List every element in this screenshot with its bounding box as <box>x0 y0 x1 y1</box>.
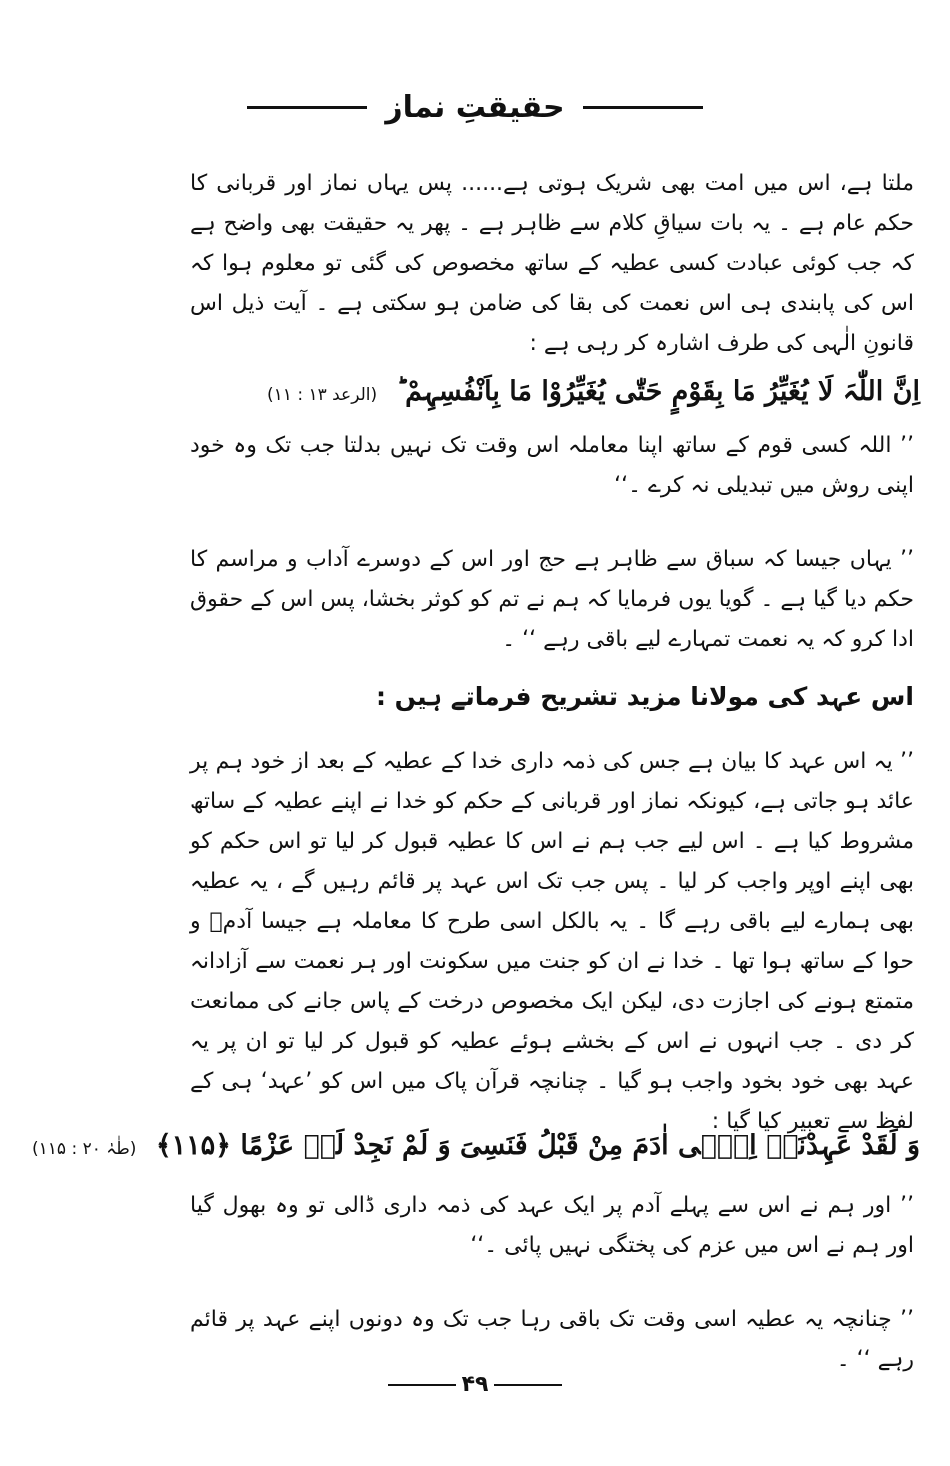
verse-reference: (طٰہٰ ۲۰ : ۱۱۵) <box>32 1139 137 1159</box>
verse-translation: ’’ اللہ کسی قوم کے ساتھ اپنا معاملہ اس وقت تک نہیں بدلتا جب تک وہ خود اپنی روش میں تبدیلی نہ کرے ۔‘‘ <box>190 433 914 498</box>
footer-rule-right <box>494 1384 562 1386</box>
header-rule-right <box>583 106 703 109</box>
verse-arabic-text: اِنَّ اللّٰہَ لَا یُغَیِّرُ مَا بِقَوْمٍ حَتّٰی یُغَیِّرُوْا مَا بِاَنْفُسِہِمْ ؕ <box>396 376 920 407</box>
quran-verse-ar-rad <box>170 370 920 417</box>
covenant-quote: ’’ یہ اس عہد کا بیان ہے جس کی ذمہ داری خدا کے عطیہ کے بعد از خود ہم پر عائد ہو جاتی ہے، کیونکہ نماز اور قربانی کے حکم کو خدا نے اپنے عطیہ کے ساتھ مشروط کیا ہے ۔ اس لیے جب ہم نے اس کا عطیہ قبول کر لیا تو اس حکم کو بھی اپنے اوپر واجب کر لیا ۔ پس جب تک اس عہد پر قائم رہیں گے ، یہ عطیہ بھی ہمارے لیے باقی رہے گا ۔ یہ بالکل اسی طرح کا معاملہ ہے جیسا آدمؑ و حوا کے ساتھ ہوا تھا ۔ خدا نے ان کو جنت میں سکونت اور ہر نعمت سے آزادانہ متمتع ہونے کی اجازت دی، لیکن ایک مخصوص درخت کے پاس جانے کی ممانعت کر دی ۔ جب انہوں نے اس کے بخشے ہوئے عطیہ کو قبول کر لیا تو ان پر یہ عہد بھی خود بخود واجب ہو گیا ۔ چنانچہ قرآن پاک میں اس کو ’عہد‘ ہی کے لفظ سے تعبیر کیا گیا : <box>190 749 914 1134</box>
verse-reference: (الرعد ۱۳ : ۱۱) <box>267 385 378 405</box>
page-footer <box>0 1372 950 1397</box>
page-number: ۴۹ <box>461 1372 489 1397</box>
verse-translation: ’’ اور ہم نے اس سے پہلے آدم پر ایک عہد کی ذمہ داری ڈالی تو وہ بھول گیا اور ہم نے اس میں عزم کی پختگی نہیں پائی ۔‘‘ <box>190 1193 914 1258</box>
kawthar-quote: ’’ یہاں جیسا کہ سباق سے ظاہر ہے حج اور اس کے دوسرے آداب و مراسم کا حکم دیا گیا ہے ۔ گویا یوں فرمایا کہ ہم نے تم کو کوثر بخشا، پس اس کے حقوق ادا کرو کہ یہ نعمت تمہارے لیے باقی رہے ‘‘ ۔ <box>190 547 914 652</box>
footer-rule-left <box>388 1384 456 1386</box>
quran-verse-taha <box>32 1124 920 1171</box>
closing-quote: ’’ چنانچہ یہ عطیہ اسی وقت تک باقی رہا جب تک وہ دونوں اپنے عہد پر قائم رہے ‘‘ ۔ <box>190 1307 914 1372</box>
intro-paragraph: ملتا ہے، اس میں امت بھی شریک ہوتی ہے...... پس یہاں نماز اور قربانی کا حکم عام ہے ۔ یہ بات سیاقِ کلام سے ظاہر ہے ۔ پھر یہ حقیقت بھی واضح ہے کہ جب کوئی عبادت کسی عطیہ کے ساتھ مخصوص کی گئی تو معلوم ہوا کہ اس کی پابندی ہی اس نعمت کی بقا کی ضامن ہو سکتی ہے ۔ آیت ذیل اس قانونِ الٰہی کی طرف اشارہ کر رہی ہے : <box>190 171 914 356</box>
section-subheading: اس عہد کی مولانا مزید تشریح فرماتے ہیں : <box>375 682 914 711</box>
verse-arabic-text: وَ لَقَدْ عَہِدْنَاۤ اِلٰۤی اٰدَمَ مِنْ قَبْلُ فَنَسِیَ وَ لَمْ نَجِدْ لَہٗ عَزْمًا ﴿۱۱۵﴾ <box>155 1130 920 1161</box>
running-title: حقیقتِ نماز <box>385 90 565 125</box>
header-rule-left <box>247 106 367 109</box>
page-header <box>0 90 950 125</box>
